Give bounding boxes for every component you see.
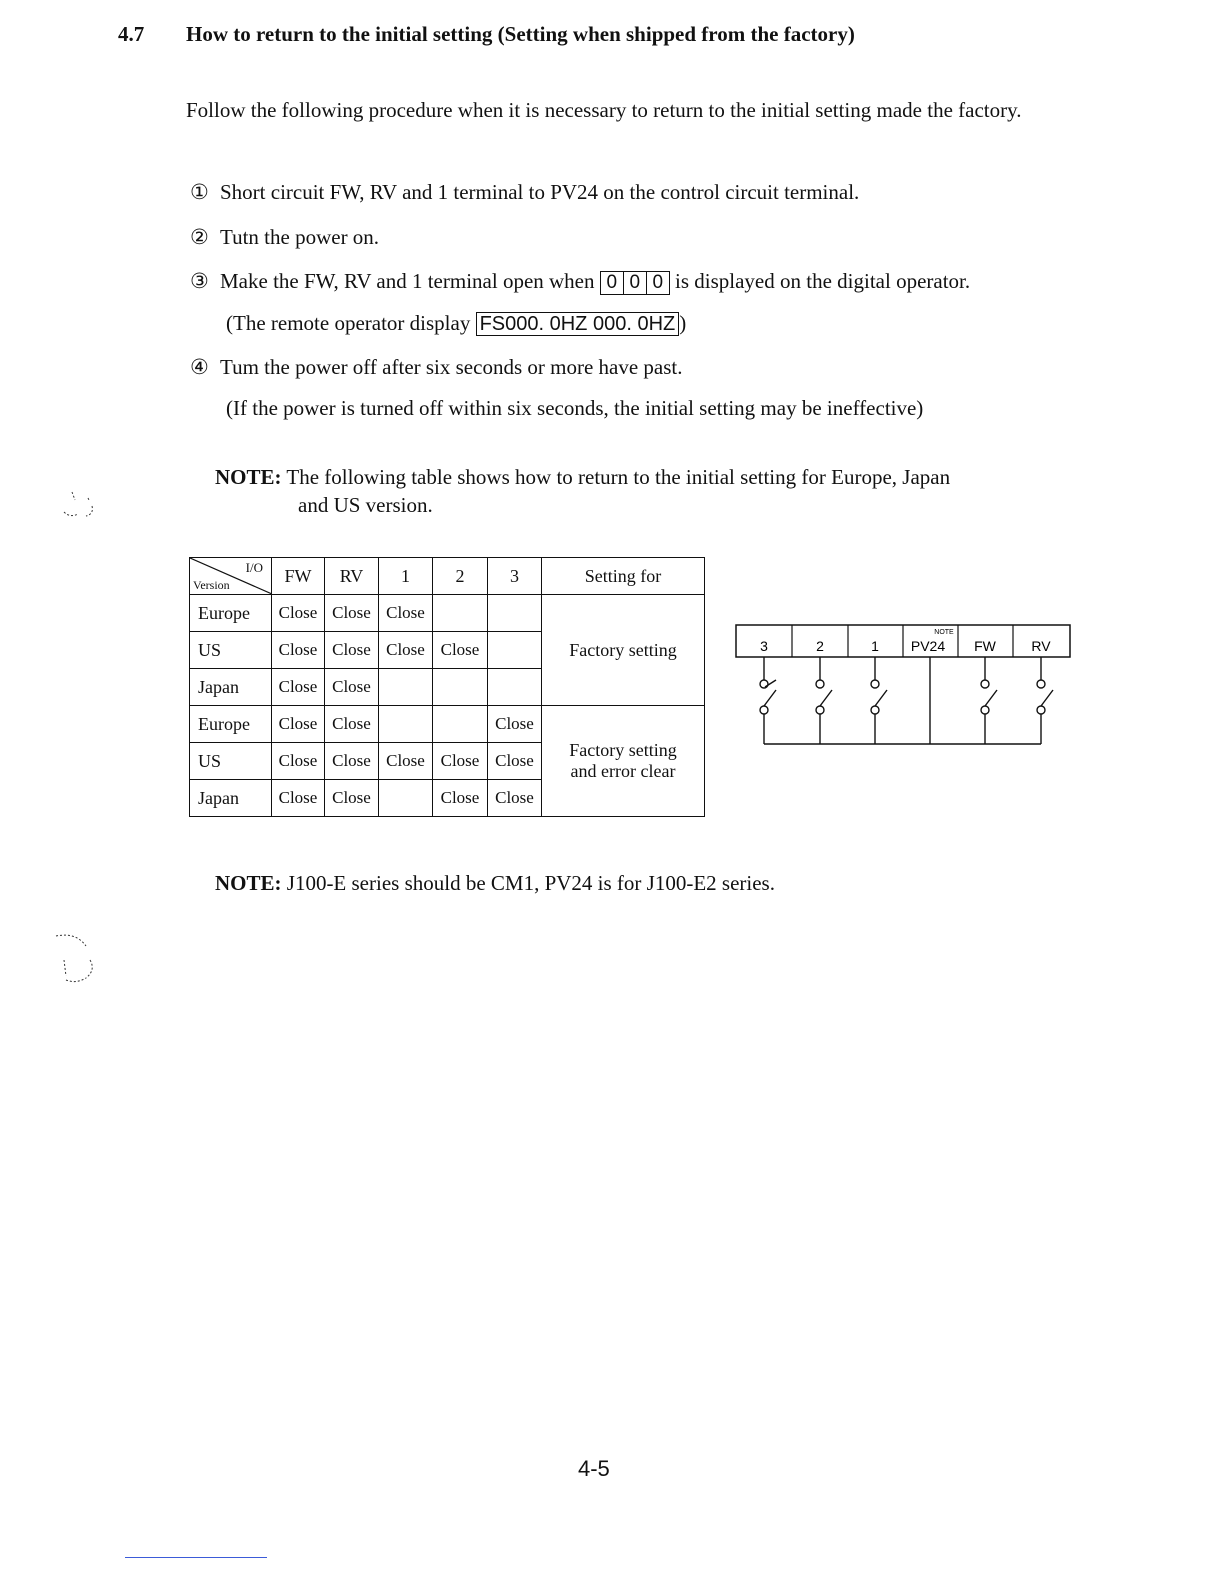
table-cell: Close (272, 706, 325, 743)
remote-operator-display: FS000. 0HZ 000. 0HZ (476, 312, 680, 336)
step-3-text-after: is displayed on the digital operator. (675, 269, 971, 293)
terminal-label: 1 (871, 638, 879, 654)
table-cell (488, 669, 542, 706)
table-corner-cell (190, 558, 272, 595)
note1-line2: and US version. (298, 493, 433, 517)
note-series (215, 871, 775, 896)
initial-setting-table (189, 557, 705, 817)
scan-speck (58, 490, 102, 520)
display-digit: 0 (646, 272, 669, 294)
col-header: FW (272, 558, 325, 595)
page-number: 4-5 (578, 1456, 610, 1481)
step-1-text: Short circuit FW, RV and 1 terminal to PV24 on the control circuit terminal. (220, 180, 860, 204)
table-row (190, 595, 705, 632)
table-header-row (190, 558, 705, 595)
row-version: Europe (190, 595, 272, 632)
terminal-label: RV (1031, 638, 1051, 654)
table-cell (433, 669, 488, 706)
table-cell (433, 706, 488, 743)
row-version: Japan (190, 780, 272, 817)
table-cell: Close (272, 743, 325, 780)
scan-speck (52, 932, 102, 986)
terminal-label: FW (974, 638, 996, 654)
note1-line1: The following table shows how to return to the initial setting for Europe, Japan (286, 465, 951, 489)
table-cell: Close (488, 706, 542, 743)
remote-line-after: ) (679, 311, 687, 335)
note-label: NOTE: (215, 465, 282, 489)
note-table-intro (215, 463, 950, 519)
pv24-note-mark: NOTE (934, 629, 954, 636)
row-version: Europe (190, 706, 272, 743)
table-cell: Close (379, 595, 433, 632)
table-cell: Close (272, 780, 325, 817)
table-cell: Close (488, 780, 542, 817)
table-cell: Close (433, 632, 488, 669)
terminal-label: 3 (760, 638, 768, 654)
ineffective-note: (If the power is turned off within six seconds, the initial setting may be ineffective) (226, 396, 924, 420)
corner-version-label: Version (193, 578, 230, 592)
table-cell (379, 780, 433, 817)
terminal-label: PV24 (910, 638, 946, 654)
col-header: Setting for (542, 558, 705, 595)
group-label-factory-setting-error-clear (542, 706, 705, 817)
step-4-marker: ④ (190, 355, 209, 379)
table-cell: Close (272, 669, 325, 706)
intro-paragraph: Follow the following procedure when it is necessary to return to the initial setting made the factory. (186, 98, 1022, 122)
table-cell: Close (325, 595, 379, 632)
step-4-text: Tum the power off after six seconds or more have past. (220, 355, 683, 379)
group-label-line1: Factory setting (569, 740, 677, 760)
step-3 (190, 269, 970, 295)
table-cell: Close (272, 632, 325, 669)
remote-operator-line (226, 311, 686, 336)
col-header: 2 (433, 558, 488, 595)
table-cell: Close (433, 743, 488, 780)
col-header: 1 (379, 558, 433, 595)
table-cell: Close (379, 632, 433, 669)
remote-line-before: (The remote operator display (226, 311, 471, 335)
note2-text: J100-E series should be CM1, PV24 is for J100-E2 series. (286, 871, 775, 895)
table-cell (488, 595, 542, 632)
switch-terminal-1 (871, 657, 887, 744)
group-label-line2: and error clear (570, 761, 676, 781)
step-4 (190, 355, 682, 380)
col-header: 3 (488, 558, 542, 595)
switch-terminal-3 (760, 657, 776, 744)
table-row (190, 706, 705, 743)
switch-terminal-rv (1037, 657, 1053, 744)
note-label: NOTE: (215, 871, 282, 895)
terminal-switch-diagram (730, 620, 1075, 755)
col-header: RV (325, 558, 379, 595)
table-cell: Close (272, 595, 325, 632)
table-cell: Close (379, 743, 433, 780)
table-cell: Close (488, 743, 542, 780)
row-version: US (190, 632, 272, 669)
table-cell: Close (325, 632, 379, 669)
table-cell (379, 706, 433, 743)
table-cell: Close (325, 706, 379, 743)
section-number: 4.7 (118, 22, 145, 46)
step-2 (190, 225, 379, 250)
display-digit: 0 (606, 272, 618, 294)
row-version: US (190, 743, 272, 780)
footer-rule (125, 1557, 267, 1558)
table-cell: Close (325, 669, 379, 706)
table-cell (433, 595, 488, 632)
step-3-text-before: Make the FW, RV and 1 terminal open when (220, 269, 595, 293)
terminal-label: 2 (816, 638, 824, 654)
table-cell: Close (325, 780, 379, 817)
step-2-text: Tutn the power on. (220, 225, 380, 249)
switch-terminal-fw (981, 657, 997, 744)
display-digit: 0 (623, 272, 646, 294)
table-cell (379, 669, 433, 706)
switch-terminal-2 (816, 657, 832, 744)
switch-group (760, 657, 1053, 744)
corner-io-label: I/O (245, 560, 263, 575)
section-title: How to return to the initial setting (Setting when shipped from the factory) (186, 22, 855, 46)
step-2-marker: ② (190, 225, 209, 249)
table-cell: Close (433, 780, 488, 817)
digital-operator-display (600, 271, 670, 295)
step-1-marker: ① (190, 180, 209, 204)
table-cell (488, 632, 542, 669)
step-3-marker: ③ (190, 269, 209, 293)
group-label-factory-setting: Factory setting (542, 595, 705, 706)
step-1 (190, 180, 859, 205)
row-version: Japan (190, 669, 272, 706)
table-cell: Close (325, 743, 379, 780)
